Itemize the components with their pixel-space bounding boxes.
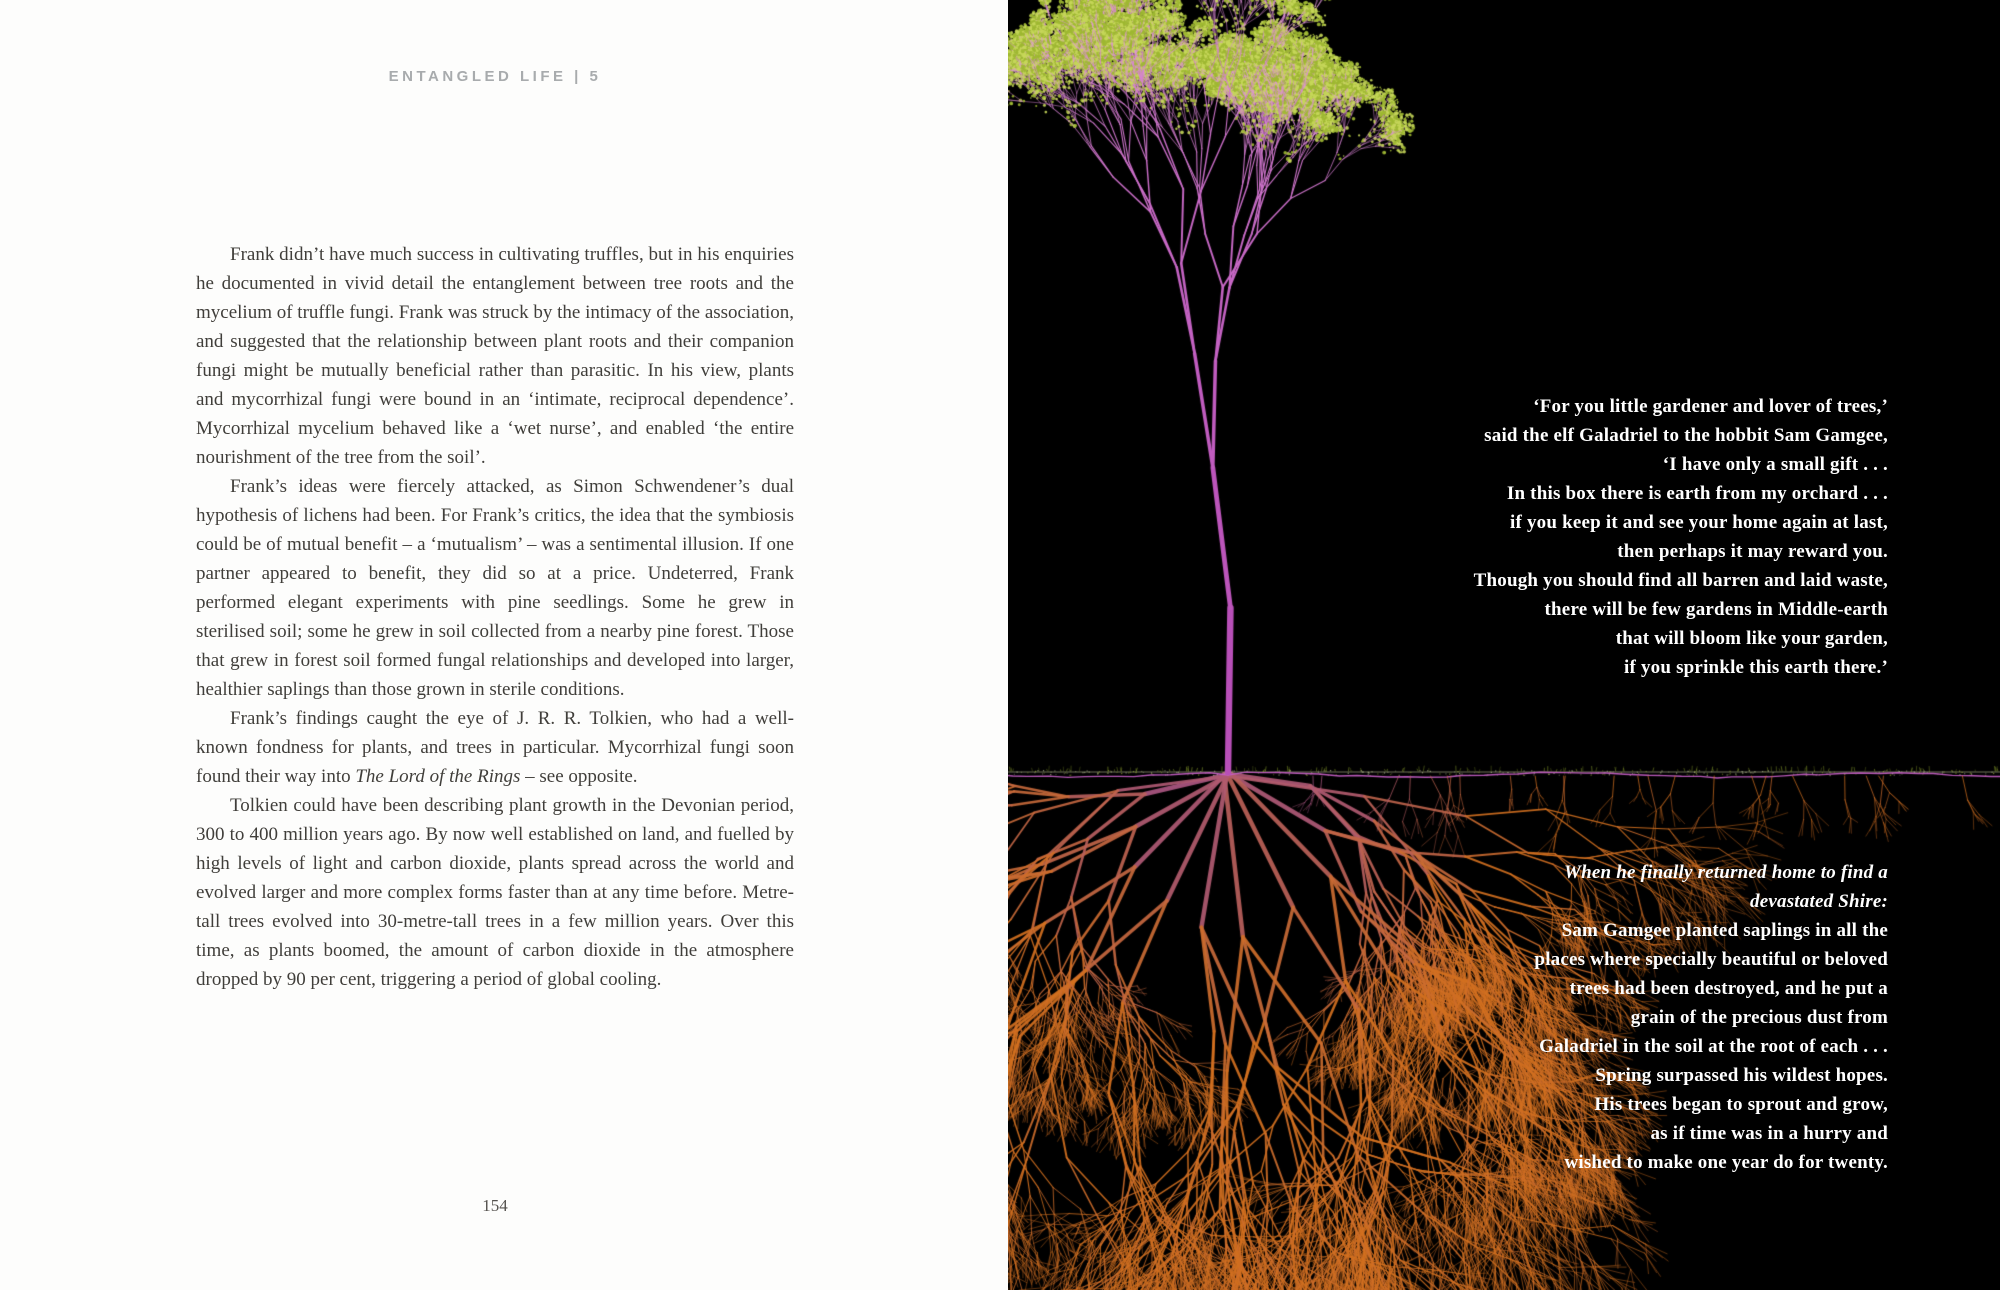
quote-lead-italic [1534, 858, 1888, 916]
paragraph-tolkien-pre: Frank’s findings caught the eye of J. R. R. Tolkien, who had a well-known fondness for plants, and trees in particular. Mycorrhizal fungi soon found their way into [196, 708, 794, 787]
quote-line: ‘I have only a small gift . . . [1662, 454, 1888, 475]
quote-line: wished to make one year do for twenty. [1564, 1152, 1888, 1173]
book-title-italic: The Lord of the Rings [355, 766, 521, 787]
quote-sam-return [1534, 858, 1888, 1177]
quote-line: then perhaps it may reward you. [1617, 541, 1888, 562]
quote-line: Galadriel in the soil at the root of each . . . [1539, 1036, 1888, 1057]
page-number: 154 [482, 1196, 508, 1215]
quote-line: devastated Shire: [1750, 891, 1888, 912]
running-header: ENTANGLED LIFE | 5 [388, 68, 602, 85]
paragraph-tolkien-post: – see opposite. [520, 766, 638, 787]
body-text [196, 240, 794, 994]
quote-line: Though you should find all barren and laid waste, [1473, 570, 1888, 591]
quote-galadriel-gift [1474, 392, 1888, 682]
quote-line: that will bloom like your garden, [1615, 628, 1888, 649]
quote-line: if you sprinkle this earth there.’ [1624, 657, 1888, 678]
paragraph-frank-truffles: Frank didn’t have much success in cultivating truffles, but in his enquiries he documented in vivid detail the entanglement between tree roots and the mycelium of truffle fungi. Frank was struck by the intimacy of the association, and suggested that the relationship between plant roots and their companion fungi might be mutually beneficial rather than parasitic. In his view, plants and mycorrhizal fungi were bound in an ‘intimate, reciprocal dependence’. Mycorrhizal mycelium behaved like a ‘wet nurse’, and enabled ‘the entire nourishment of the tree from the soil’. [196, 244, 795, 468]
quote-line: ‘For you little gardener and lover of trees,’ [1533, 396, 1888, 417]
quote-line: When he finally returned home to find a [1564, 862, 1888, 883]
quote-line: there will be few gardens in Middle-earth [1544, 599, 1888, 620]
quote-line: Spring surpassed his wildest hopes. [1595, 1065, 1888, 1086]
quote-body [1534, 916, 1888, 1177]
paragraph-tolkien [196, 704, 794, 791]
paragraph-devonian: Tolkien could have been describing plant growth in the Devonian period, 300 to 400 million years ago. By now well established on land, and fuelled by high levels of light and carbon dioxide, plants spread across the world and evolved larger and more complex forms faster than at any time before. Metre-tall trees evolved into 30-metre-tall trees in a few million years. Over this time, as plants boomed, the amount of carbon dioxide in the atmosphere dropped by 90 per cent, triggering a period of global cooling. [196, 795, 794, 990]
quote-line: places where specially beautiful or beloved [1534, 949, 1888, 970]
quote-line: Sam Gamgee planted saplings in all the [1561, 920, 1888, 941]
quote-line: said the elf Galadriel to the hobbit Sam Gamgee, [1484, 425, 1888, 446]
quote-line: trees had been destroyed, and he put a [1569, 978, 1888, 999]
quote-line: grain of the precious dust from [1630, 1007, 1888, 1028]
quote-line: In this box there is earth from my orchard . . . [1506, 483, 1888, 504]
quote-line: His trees began to sprout and grow, [1594, 1094, 1888, 1115]
paragraph-frank-attacked: Frank’s ideas were fiercely attacked, as Simon Schwendener’s dual hypothesis of lichens had been. For Frank’s critics, the idea that the symbiosis could be of mutual benefit – a ‘mutualism’ – was a sentimental illusion. If one partner appeared to benefit, they did so at a price. Undeterred, Frank performed elegant experiments with pine seedlings. Some he grew in sterilised soil; some he grew in soil collected from a nearby pine forest. Those that grew in forest soil formed fungal relationships and developed into larger, healthier saplings than those grown in sterile conditions. [196, 476, 794, 700]
right-page [1008, 0, 2000, 1290]
quote-line: if you keep it and see your home again at last, [1510, 512, 1888, 533]
quote-line: as if time was in a hurry and [1650, 1123, 1888, 1144]
